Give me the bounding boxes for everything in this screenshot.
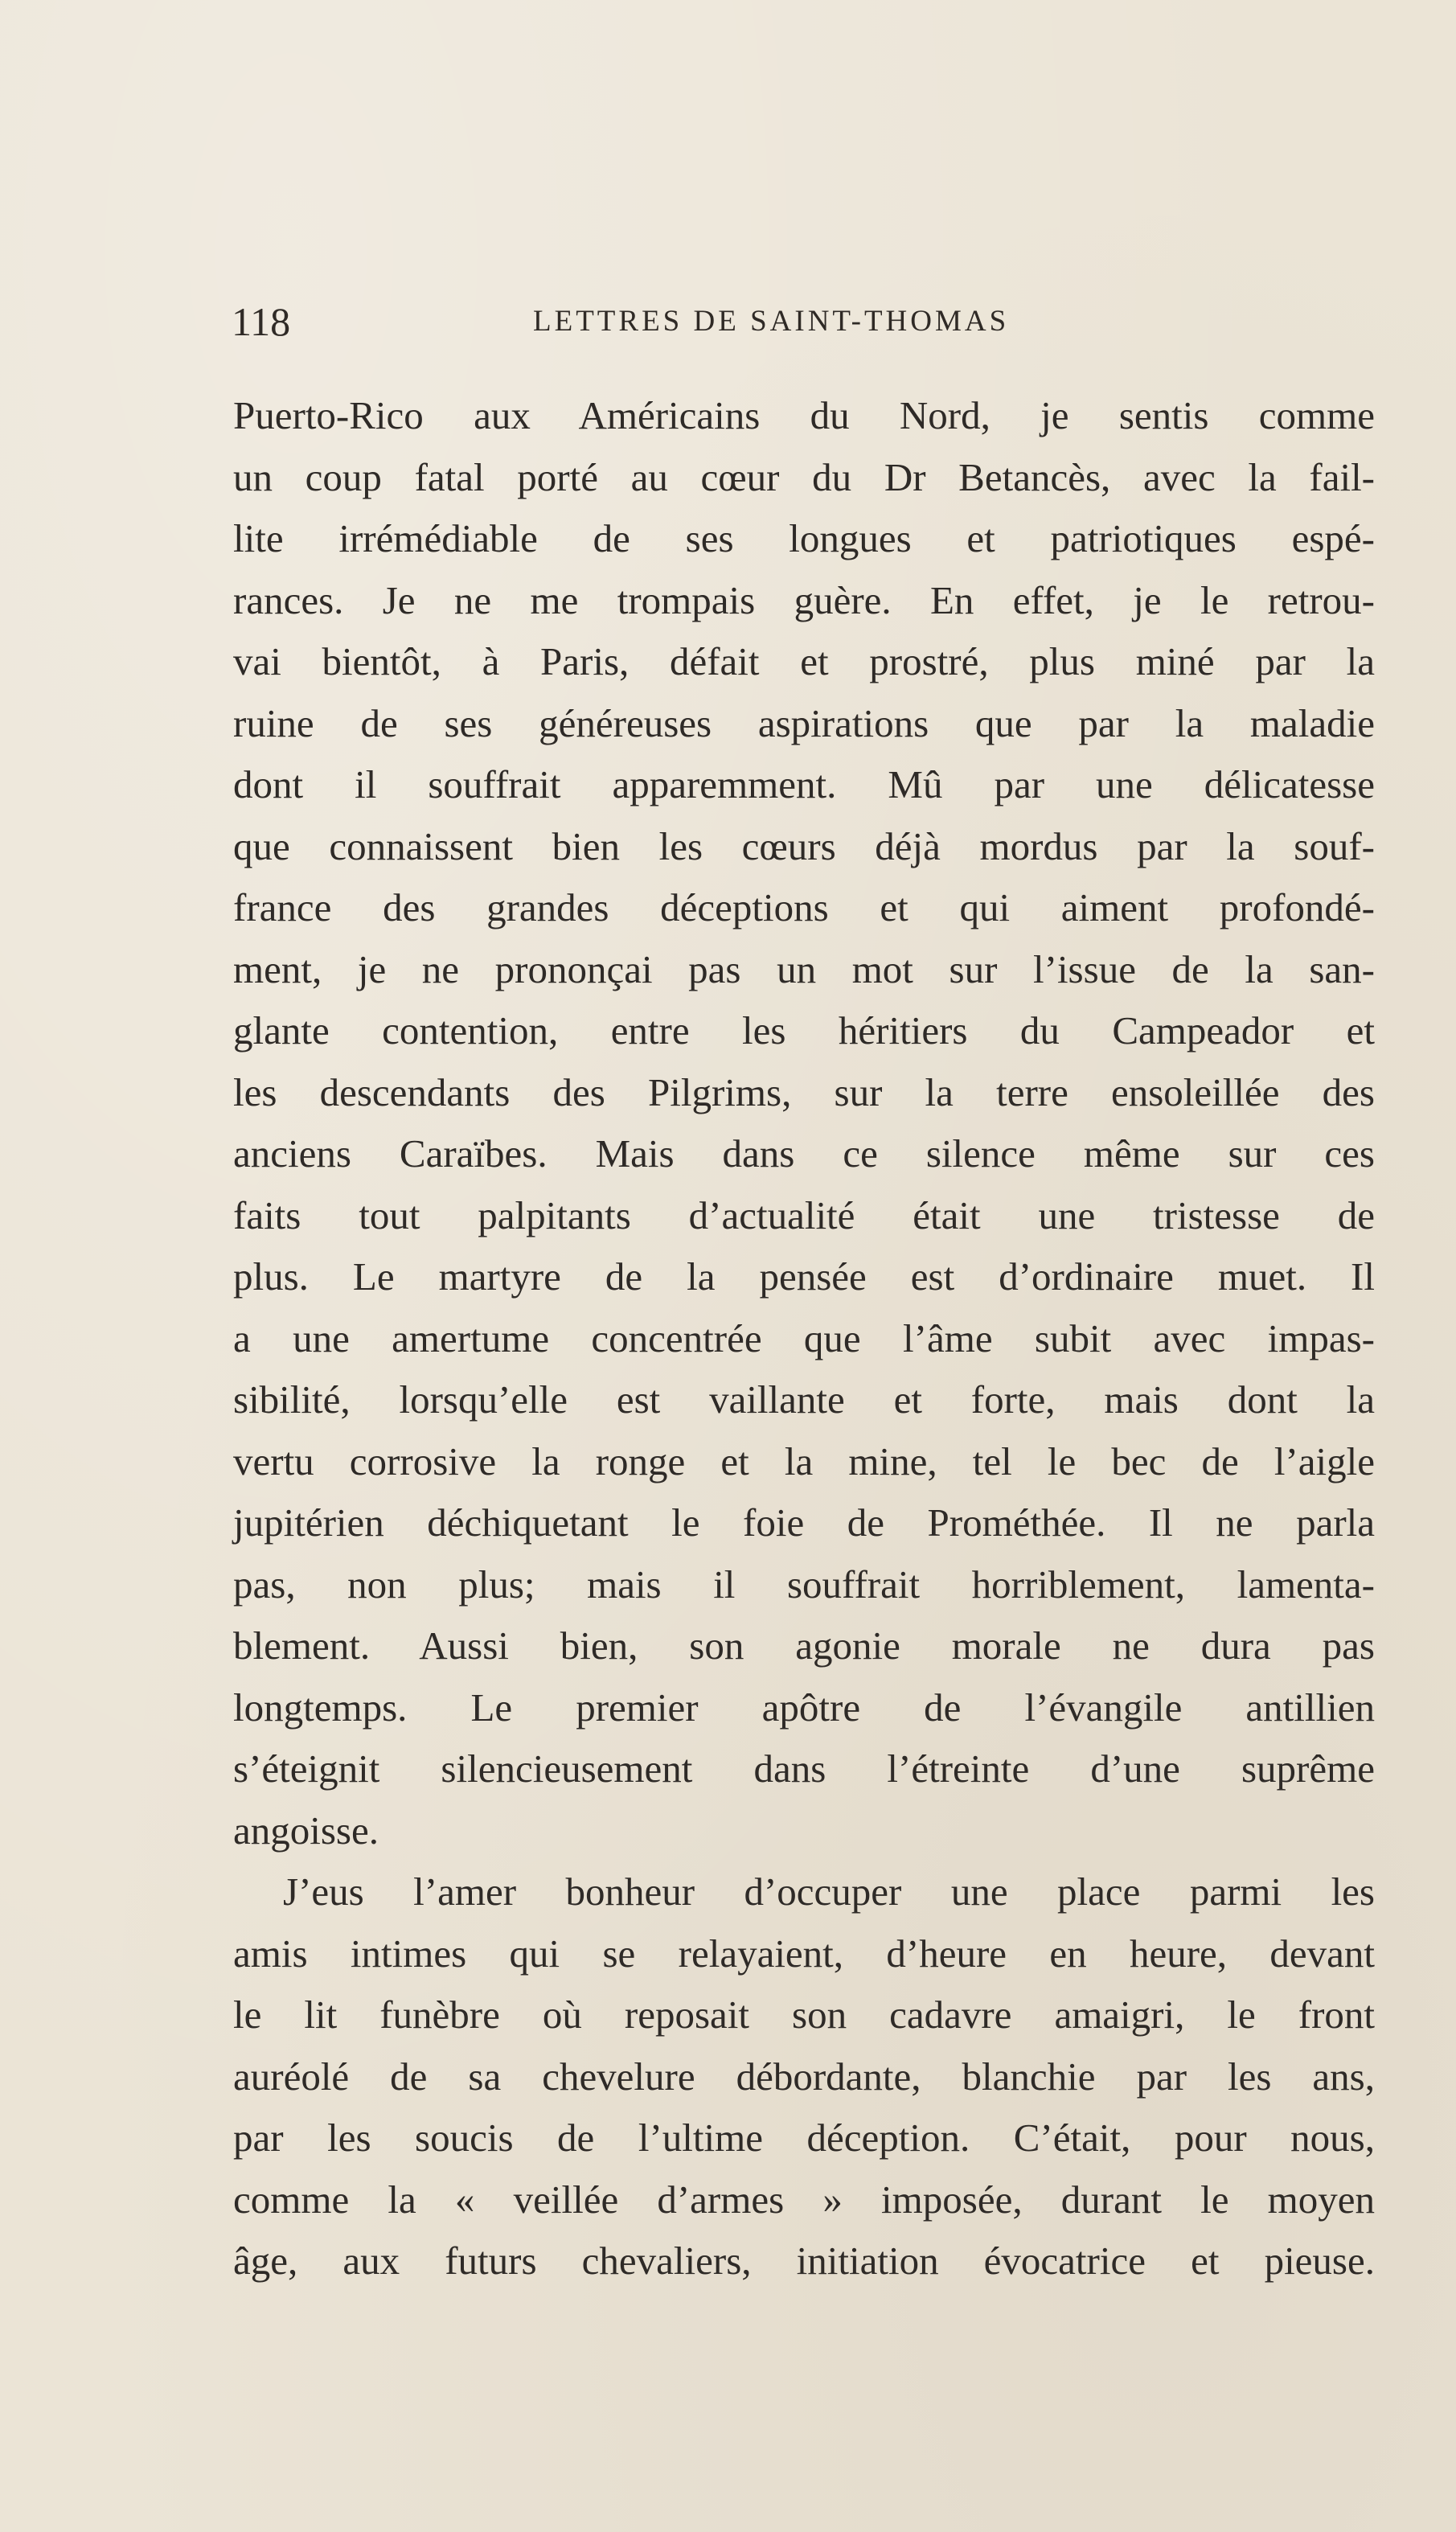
text-line: plus. Le martyre de la pensée est d’ordinaire muet. Il	[233, 1254, 1375, 1299]
page-number: 118	[232, 299, 291, 344]
text-line: anciens Caraïbes. Mais dans ce silence même sur ces	[233, 1131, 1375, 1176]
text-line: les descendants des Pilgrims, sur la terre ensoleillée des	[233, 1069, 1375, 1114]
text-line: que connaissent bien les cœurs déjà mordus par la souf-	[233, 823, 1375, 868]
running-head	[232, 298, 1386, 346]
text-line: s’éteignit silencieusement dans l’étreinte d’une suprême	[233, 1746, 1375, 1791]
text-line: angoisse.	[233, 1808, 379, 1853]
running-title: LETTRES DE SAINT-THOMAS	[533, 305, 1010, 338]
text-line: amis intimes qui se relayaient, d’heure en heure, devant	[233, 1931, 1375, 1976]
text-line: dont il souffrait apparemment. Mû par une délicatesse	[233, 762, 1375, 806]
body-text	[233, 385, 1375, 2292]
text-line: lite irrémédiable de ses longues et patriotiques espé-	[233, 516, 1375, 560]
text-line: vai bientôt, à Paris, défait et prostré, plus miné par la	[233, 639, 1375, 683]
text-line: comme la « veillée d’armes » imposée, durant le moyen	[233, 2177, 1375, 2222]
text-line: sibilité, lorsqu’elle est vaillante et forte, mais dont la	[233, 1377, 1375, 1422]
text-line: faits tout palpitants d’actualité était une tristesse de	[233, 1192, 1375, 1237]
text-line: france des grandes déceptions et qui aiment profondé-	[233, 885, 1375, 929]
text-line: ment, je ne prononçai pas un mot sur l’issue de la san-	[233, 946, 1375, 991]
text-line: rances. Je ne me trompais guère. En effet, je le retrou-	[233, 577, 1375, 622]
text-line: auréolé de sa chevelure débordante, blanchie par les ans,	[233, 2054, 1375, 2099]
text-line: vertu corrosive la ronge et la mine, tel le bec de l’aigle	[233, 1438, 1375, 1483]
text-line: longtemps. Le premier apôtre de l’évangile antillien	[233, 1685, 1375, 1730]
text-line: Puerto-Rico aux Américains du Nord, je sentis comme	[233, 393, 1375, 437]
text-line: pas, non plus; mais il souffrait horriblement, lamenta-	[233, 1561, 1375, 1607]
text-line: un coup fatal porté au cœur du Dr Betancès, avec la fail-	[233, 454, 1375, 499]
text-line: blement. Aussi bien, son agonie morale ne dura pas	[233, 1623, 1375, 1668]
text-line: ruine de ses généreuses aspirations que par la maladie	[233, 700, 1375, 745]
text-line: âge, aux futurs chevaliers, initiation évocatrice et pieuse.	[233, 2239, 1375, 2283]
text-line: le lit funèbre où reposait son cadavre amaigri, le front	[233, 1992, 1375, 2037]
text-line: jupitérien déchiquetant le foie de Prométhée. Il ne parla	[233, 1500, 1375, 1545]
text-line: a une amertume concentrée que l’âme subit avec impas-	[233, 1315, 1375, 1360]
text-line: glante contention, entre les héritiers du Campeador et	[233, 1008, 1375, 1053]
text-line: J’eus l’amer bonheur d’occuper une place parmi les	[283, 1869, 1375, 1914]
text-line: par les soucis de l’ultime déception. C’était, pour nous,	[233, 2115, 1375, 2160]
